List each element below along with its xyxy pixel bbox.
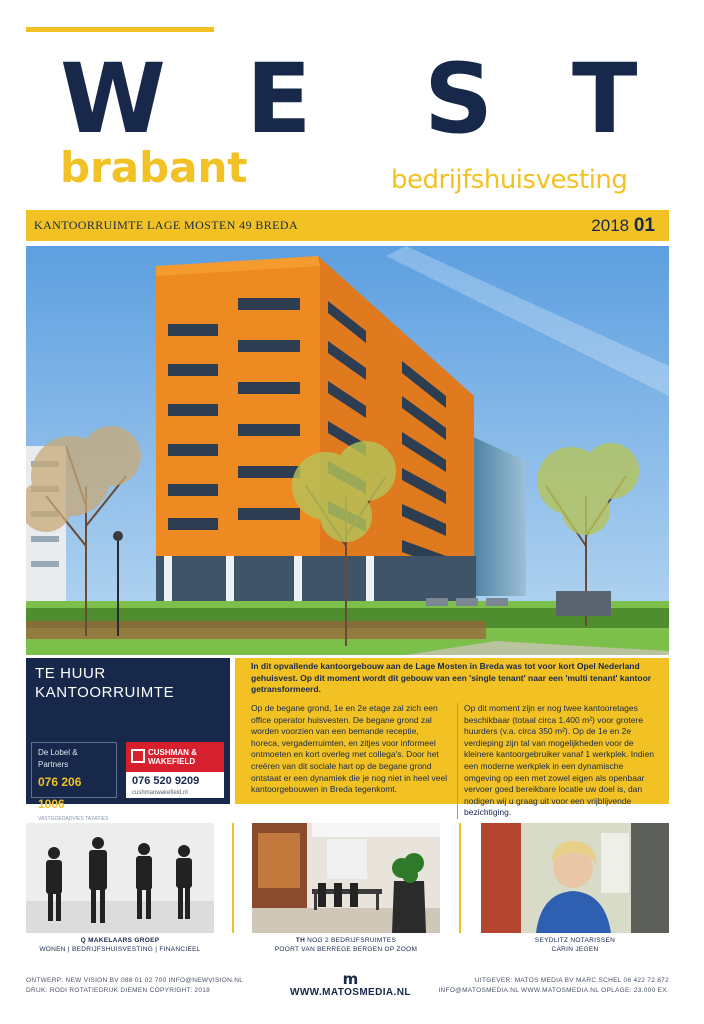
panel-title	[35, 664, 174, 702]
lobel-partners-card[interactable]	[31, 742, 117, 822]
cushman-wakefield-card[interactable]	[126, 742, 224, 798]
footer-design-credit: ONTWERP: NEW VISION BV 088 01 02 700 INFO@NEWVISION.NL	[26, 977, 244, 984]
masthead-letter: T	[572, 43, 638, 155]
article-column-left: Op de begane grond, 1e en 2e etage zal zich een office operator huisvesten. De begane grond zal worden voorzien van een bemande receptie, horeca, vergaderruimten, en zitjes voor informeel ontmoeten en kort overleg met collega's. Door het creëren van dit sociale hart op de begane grond ontstaat er een dynamiek die je nog niet in heel veel kantoorgebouwen in Breda tegenkomt.	[251, 703, 448, 795]
cushman-logo	[126, 742, 224, 772]
info-bar	[26, 210, 669, 241]
matos-logo-icon: m	[342, 970, 358, 988]
year-label: 2018	[591, 215, 630, 235]
article-box	[235, 658, 669, 818]
footer-contact: INFO@MATOSMEDIA.NL WWW.MATOSMEDIA.NL OPLAGE: 23.000 EX.	[438, 987, 669, 994]
masthead-subtitle: brabant	[60, 143, 248, 192]
footer-credits-left	[26, 976, 243, 996]
photo-q-makelaars[interactable]	[26, 823, 214, 954]
photo-caption	[481, 936, 669, 954]
photo-th-bedrijfsruimtes[interactable]	[252, 823, 440, 954]
caption-subtitle: CARIN JEGEN	[551, 946, 599, 953]
masthead-tagline: bedrijfshuisvesting	[391, 165, 628, 195]
footer-publisher: UITGEVER: MATOS MEDIA BV MARC SCHEL 06 422 72 872	[474, 977, 669, 984]
cushman-url[interactable]: cushmanwakefield.nl	[132, 790, 188, 796]
article-intro: In dit opvallende kantoorgebouw aan de Lage Mosten in Breda was tot voor kort Opel Nederland gehuisvest. Op dit moment wordt dit gebouw van een 'single tenant' naar een 'multi tenant' kantoor getransformeerd.	[251, 661, 652, 695]
team-photo	[26, 823, 214, 933]
to-let-panel	[26, 658, 230, 822]
office-building-photo	[26, 246, 669, 655]
photo-strip	[26, 823, 669, 958]
photo-seydlitz-notarissen[interactable]	[481, 823, 669, 954]
article-column-right: Op dit moment zijn er nog twee kantooretages beschikbaar (totaal circa 1.400 m²) voor grotere huurders (v.a. circa 350 m²). Op de 1e en 2e verdieping zijn tal van mogelijkheden voor de kleinere kantoorgebruiker vanaf 1 werkplek. Indien een moderne werkplek in een dynamische omgeving op een met zowel eigen als openbaar vervoer goed bereikbare locatie uw doel is, dan nodigen wij u graag uit voor een vrijblijvende bezichtiging.	[457, 703, 655, 819]
masthead-letter: S	[424, 43, 494, 155]
footer	[26, 972, 669, 1002]
caption-title-rest: NOG 2 BEDRIJFSRUIMTES	[305, 937, 397, 944]
issue-label	[591, 215, 655, 237]
lobel-phone[interactable]: 076 206 1006	[38, 775, 82, 811]
cushman-logo-icon	[131, 749, 145, 763]
caption-title: Q MAKELAARS GROEP	[80, 937, 160, 944]
panel-title-line2: KANTOORRUIMTE	[35, 684, 175, 701]
lobel-name: De Lobel & Partners	[38, 748, 78, 769]
footer-print-credit: DRUK: RODI ROTATIEDRUK DIEMEN COPYRIGHT: 2018	[26, 987, 211, 994]
top-accent-rule	[26, 27, 214, 32]
cushman-name: CUSHMAN & WAKEFIELD	[148, 748, 197, 766]
masthead	[26, 44, 676, 204]
lobel-tagline: VASTGOEDADVIES TAXATIES	[38, 816, 109, 822]
photo-divider	[459, 823, 461, 933]
caption-subtitle: WONEN | BEDRIJFSHUISVESTING | FINANCIEEL	[39, 946, 201, 953]
caption-title: SEYDLITZ NOTARISSEN	[534, 937, 616, 944]
photo-divider	[232, 823, 234, 933]
caption-title: TH	[295, 937, 306, 944]
portrait-photo	[481, 823, 669, 933]
interior-photo	[252, 823, 440, 933]
publisher-logo[interactable]	[290, 972, 410, 999]
photo-caption	[26, 936, 214, 954]
caption-subtitle: POORT VAN BERREGE BERGEN OP ZOOM	[274, 946, 418, 953]
photo-caption	[252, 936, 440, 954]
masthead-letter: E	[246, 43, 312, 155]
publisher-url[interactable]: WWW.MATOSMEDIA.NL	[290, 987, 411, 998]
article-columns	[251, 703, 655, 819]
footer-credits-right	[438, 976, 669, 996]
issue-number: 01	[633, 214, 655, 236]
location-label: KANTOORRUIMTE LAGE MOSTEN 49 BREDA	[34, 218, 299, 232]
masthead-letter: W	[60, 43, 166, 155]
cushman-phone[interactable]: 076 520 9209	[132, 775, 200, 787]
panel-title-line1: TE HUUR	[35, 665, 106, 682]
